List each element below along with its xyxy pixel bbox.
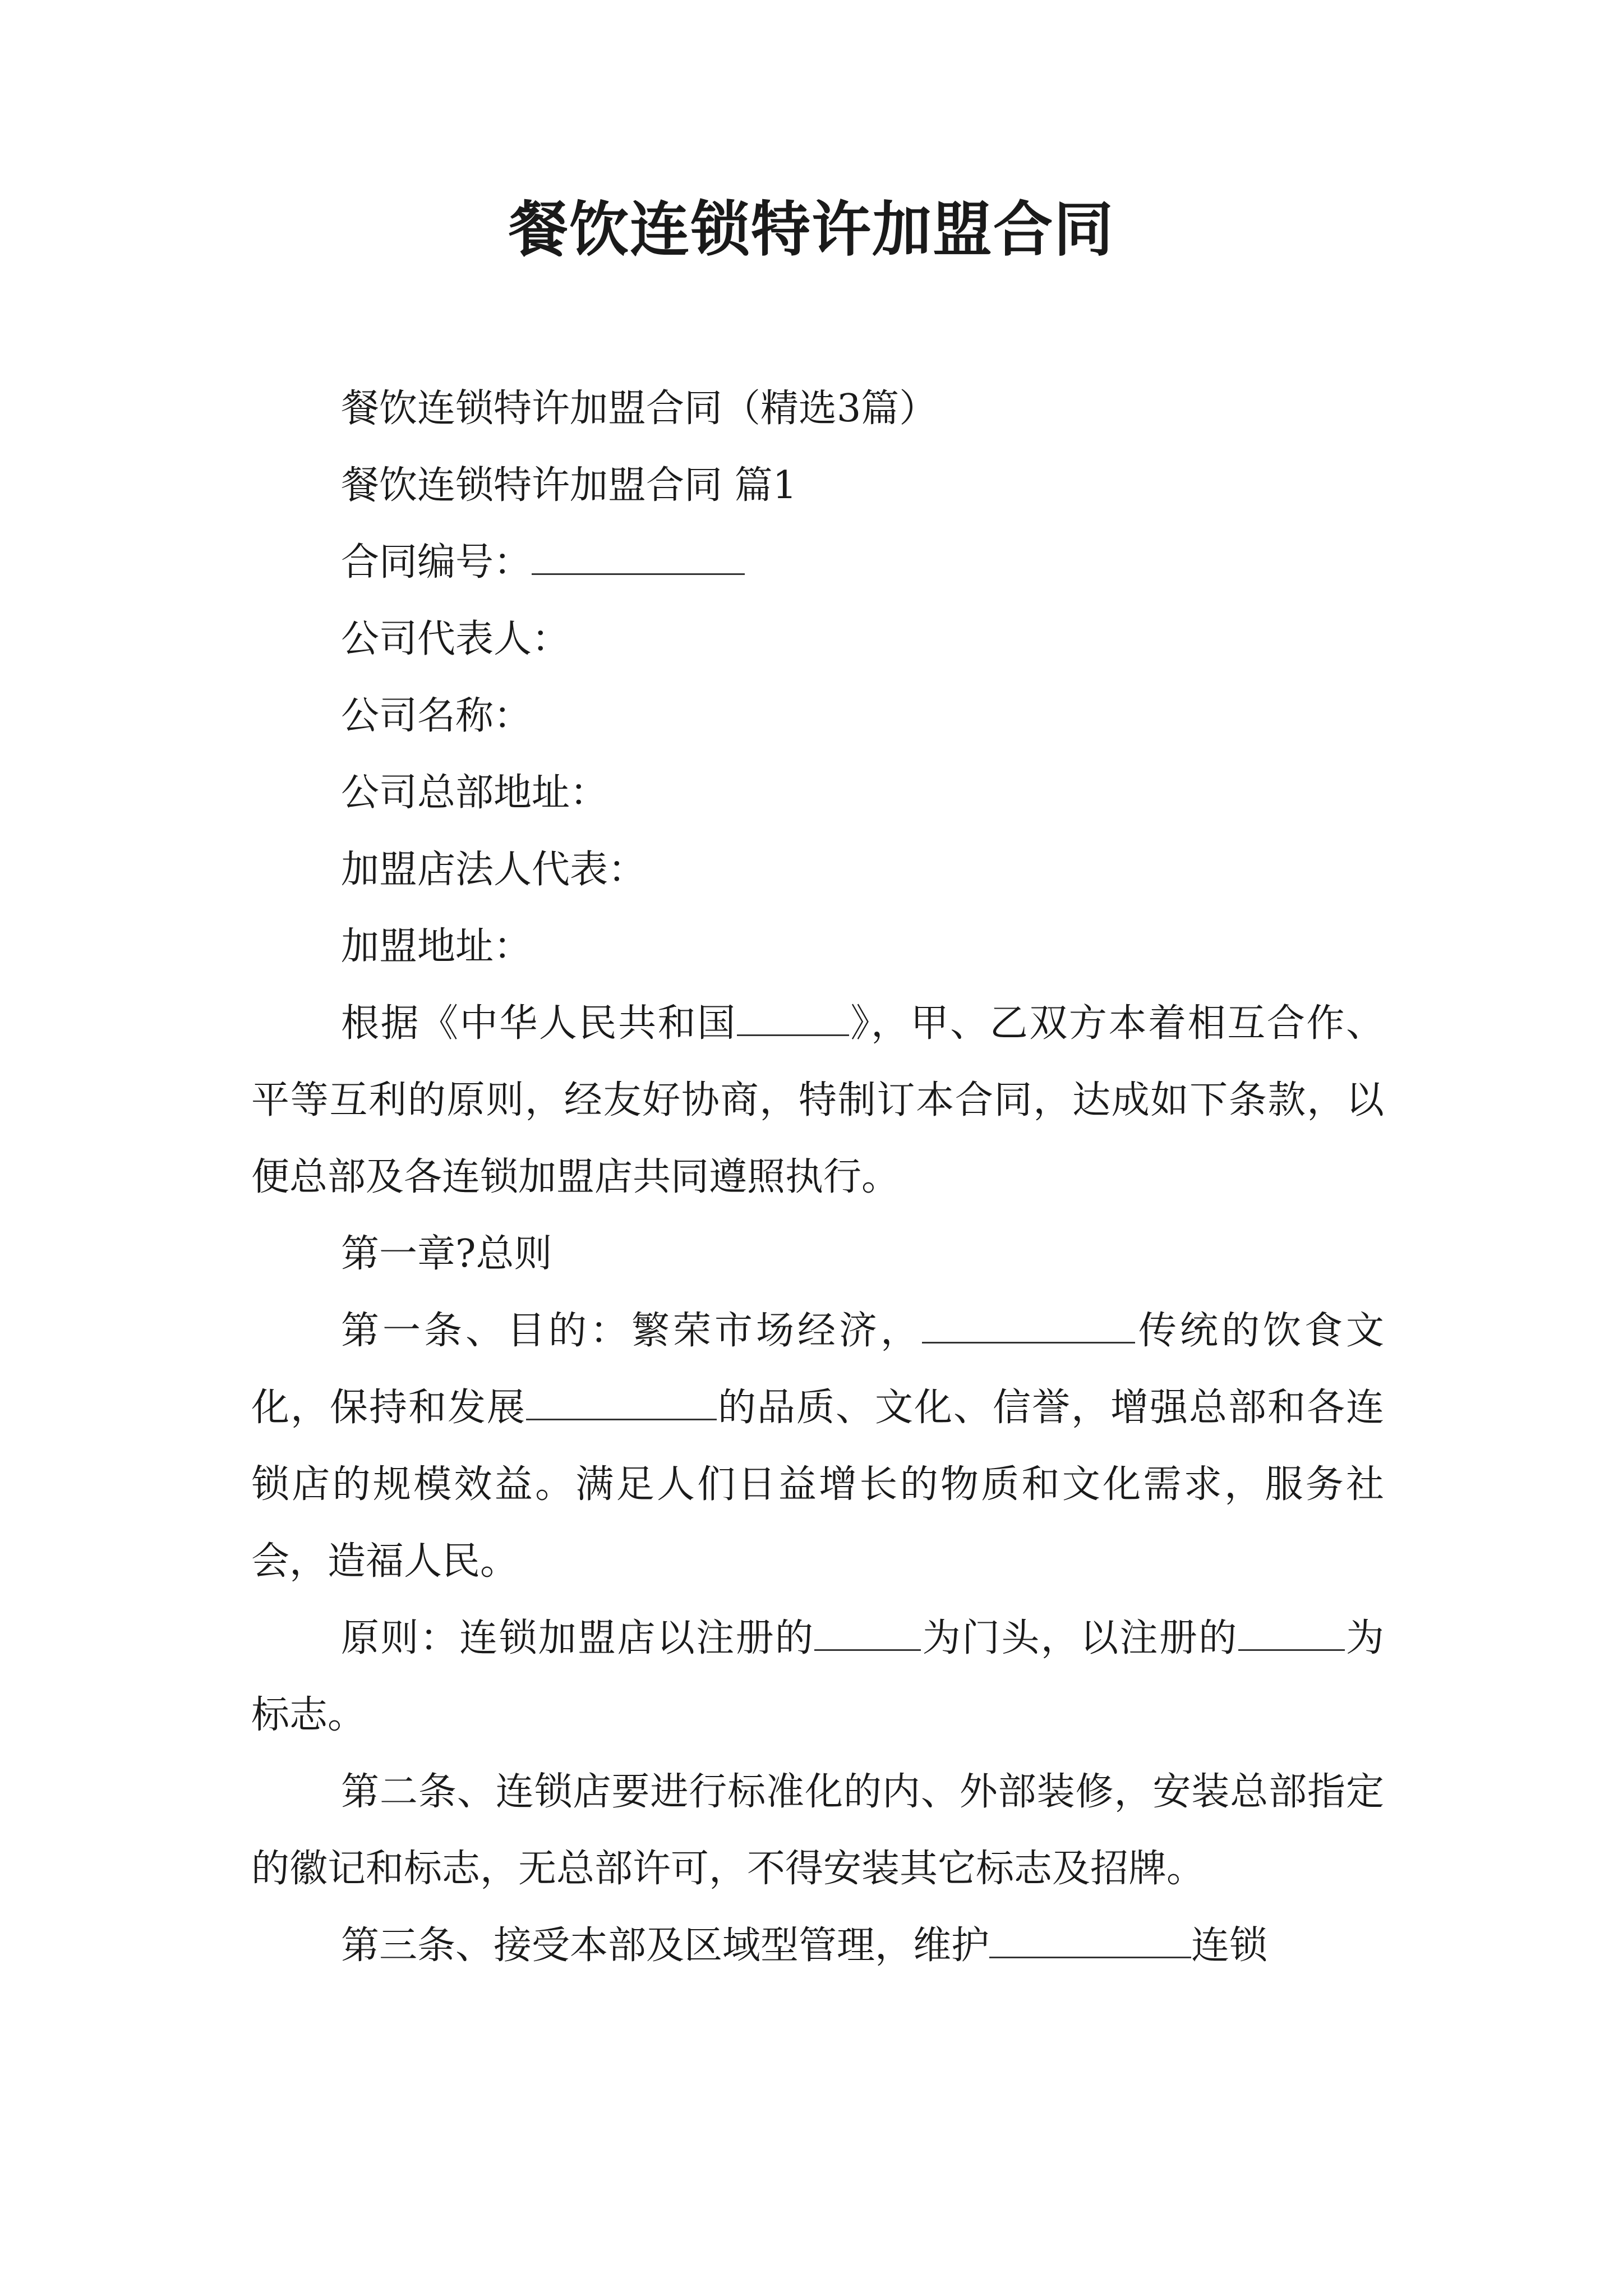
company-rep-line: 公司代表人：	[341, 617, 570, 661]
article-2-paragraph: 第二条、连锁店要进行标准化的内、外部装修，安装总部指定的徽记和标志，无总部许可，不得安装其它标志及招牌。	[251, 1770, 1384, 1891]
franchise-address-line: 加盟地址：	[341, 924, 532, 969]
intro-paragraph	[251, 985, 1384, 1216]
article-1-blank-2	[526, 1385, 717, 1420]
article-1-paragraph	[251, 1292, 1384, 1600]
article-1-text-b: 传统的饮食文化，保持和发展	[251, 1309, 1384, 1430]
article-1-blank-1	[922, 1308, 1135, 1343]
document-title: 餐饮连锁特许加盟合同	[509, 195, 1114, 264]
article-3-blank	[989, 1923, 1191, 1958]
intro-text-b: 》，甲、乙双方本着相互合作、平等互利的原则，经友好协商，特制订本合同，达成如下条款，以便总部及各连锁加盟店共同遵照执行。	[251, 1001, 1384, 1199]
chapter-heading: 第一章?总则	[341, 1232, 552, 1276]
principle-blank-1	[814, 1616, 921, 1651]
article-3-paragraph	[251, 1907, 1384, 1984]
document-body	[251, 370, 1384, 1984]
principle-text-c: 为标志。	[251, 1616, 1384, 1737]
principle-paragraph	[251, 1600, 1384, 1754]
hq-address-line: 公司总部地址：	[341, 771, 608, 815]
article-3-text-a: 第三条、接受本部及区域型管理，维护	[341, 1924, 990, 1968]
subtitle-line: 餐饮连锁特许加盟合同（精选3篇）	[341, 386, 938, 431]
section-heading: 餐饮连锁特许加盟合同 篇1	[341, 463, 797, 508]
article-1-text-a: 第一条、目的：繁荣市场经济，	[341, 1309, 922, 1353]
principle-text-b: 为门头，以注册的	[921, 1616, 1238, 1660]
article-1-text-c: 的品质、文化、信誉，增强总部和各连锁店的规模效益。满足人们日益增长的物质和文化需求，服务社会，造福人民。	[251, 1386, 1384, 1584]
company-name-line: 公司名称：	[341, 694, 532, 738]
intro-blank	[737, 1001, 849, 1036]
contract-number-blank	[532, 540, 745, 575]
principle-blank-2	[1238, 1616, 1345, 1651]
intro-text-a: 根据《中华人民共和国	[341, 1001, 737, 1046]
contract-number-label: 合同编号：	[341, 540, 532, 585]
principle-text-a: 原则：连锁加盟店以注册的	[341, 1616, 815, 1660]
article-3-text-b: 连锁	[1191, 1924, 1268, 1968]
contract-number-line	[251, 524, 1384, 601]
franchise-rep-line: 加盟店法人代表：	[341, 848, 647, 892]
